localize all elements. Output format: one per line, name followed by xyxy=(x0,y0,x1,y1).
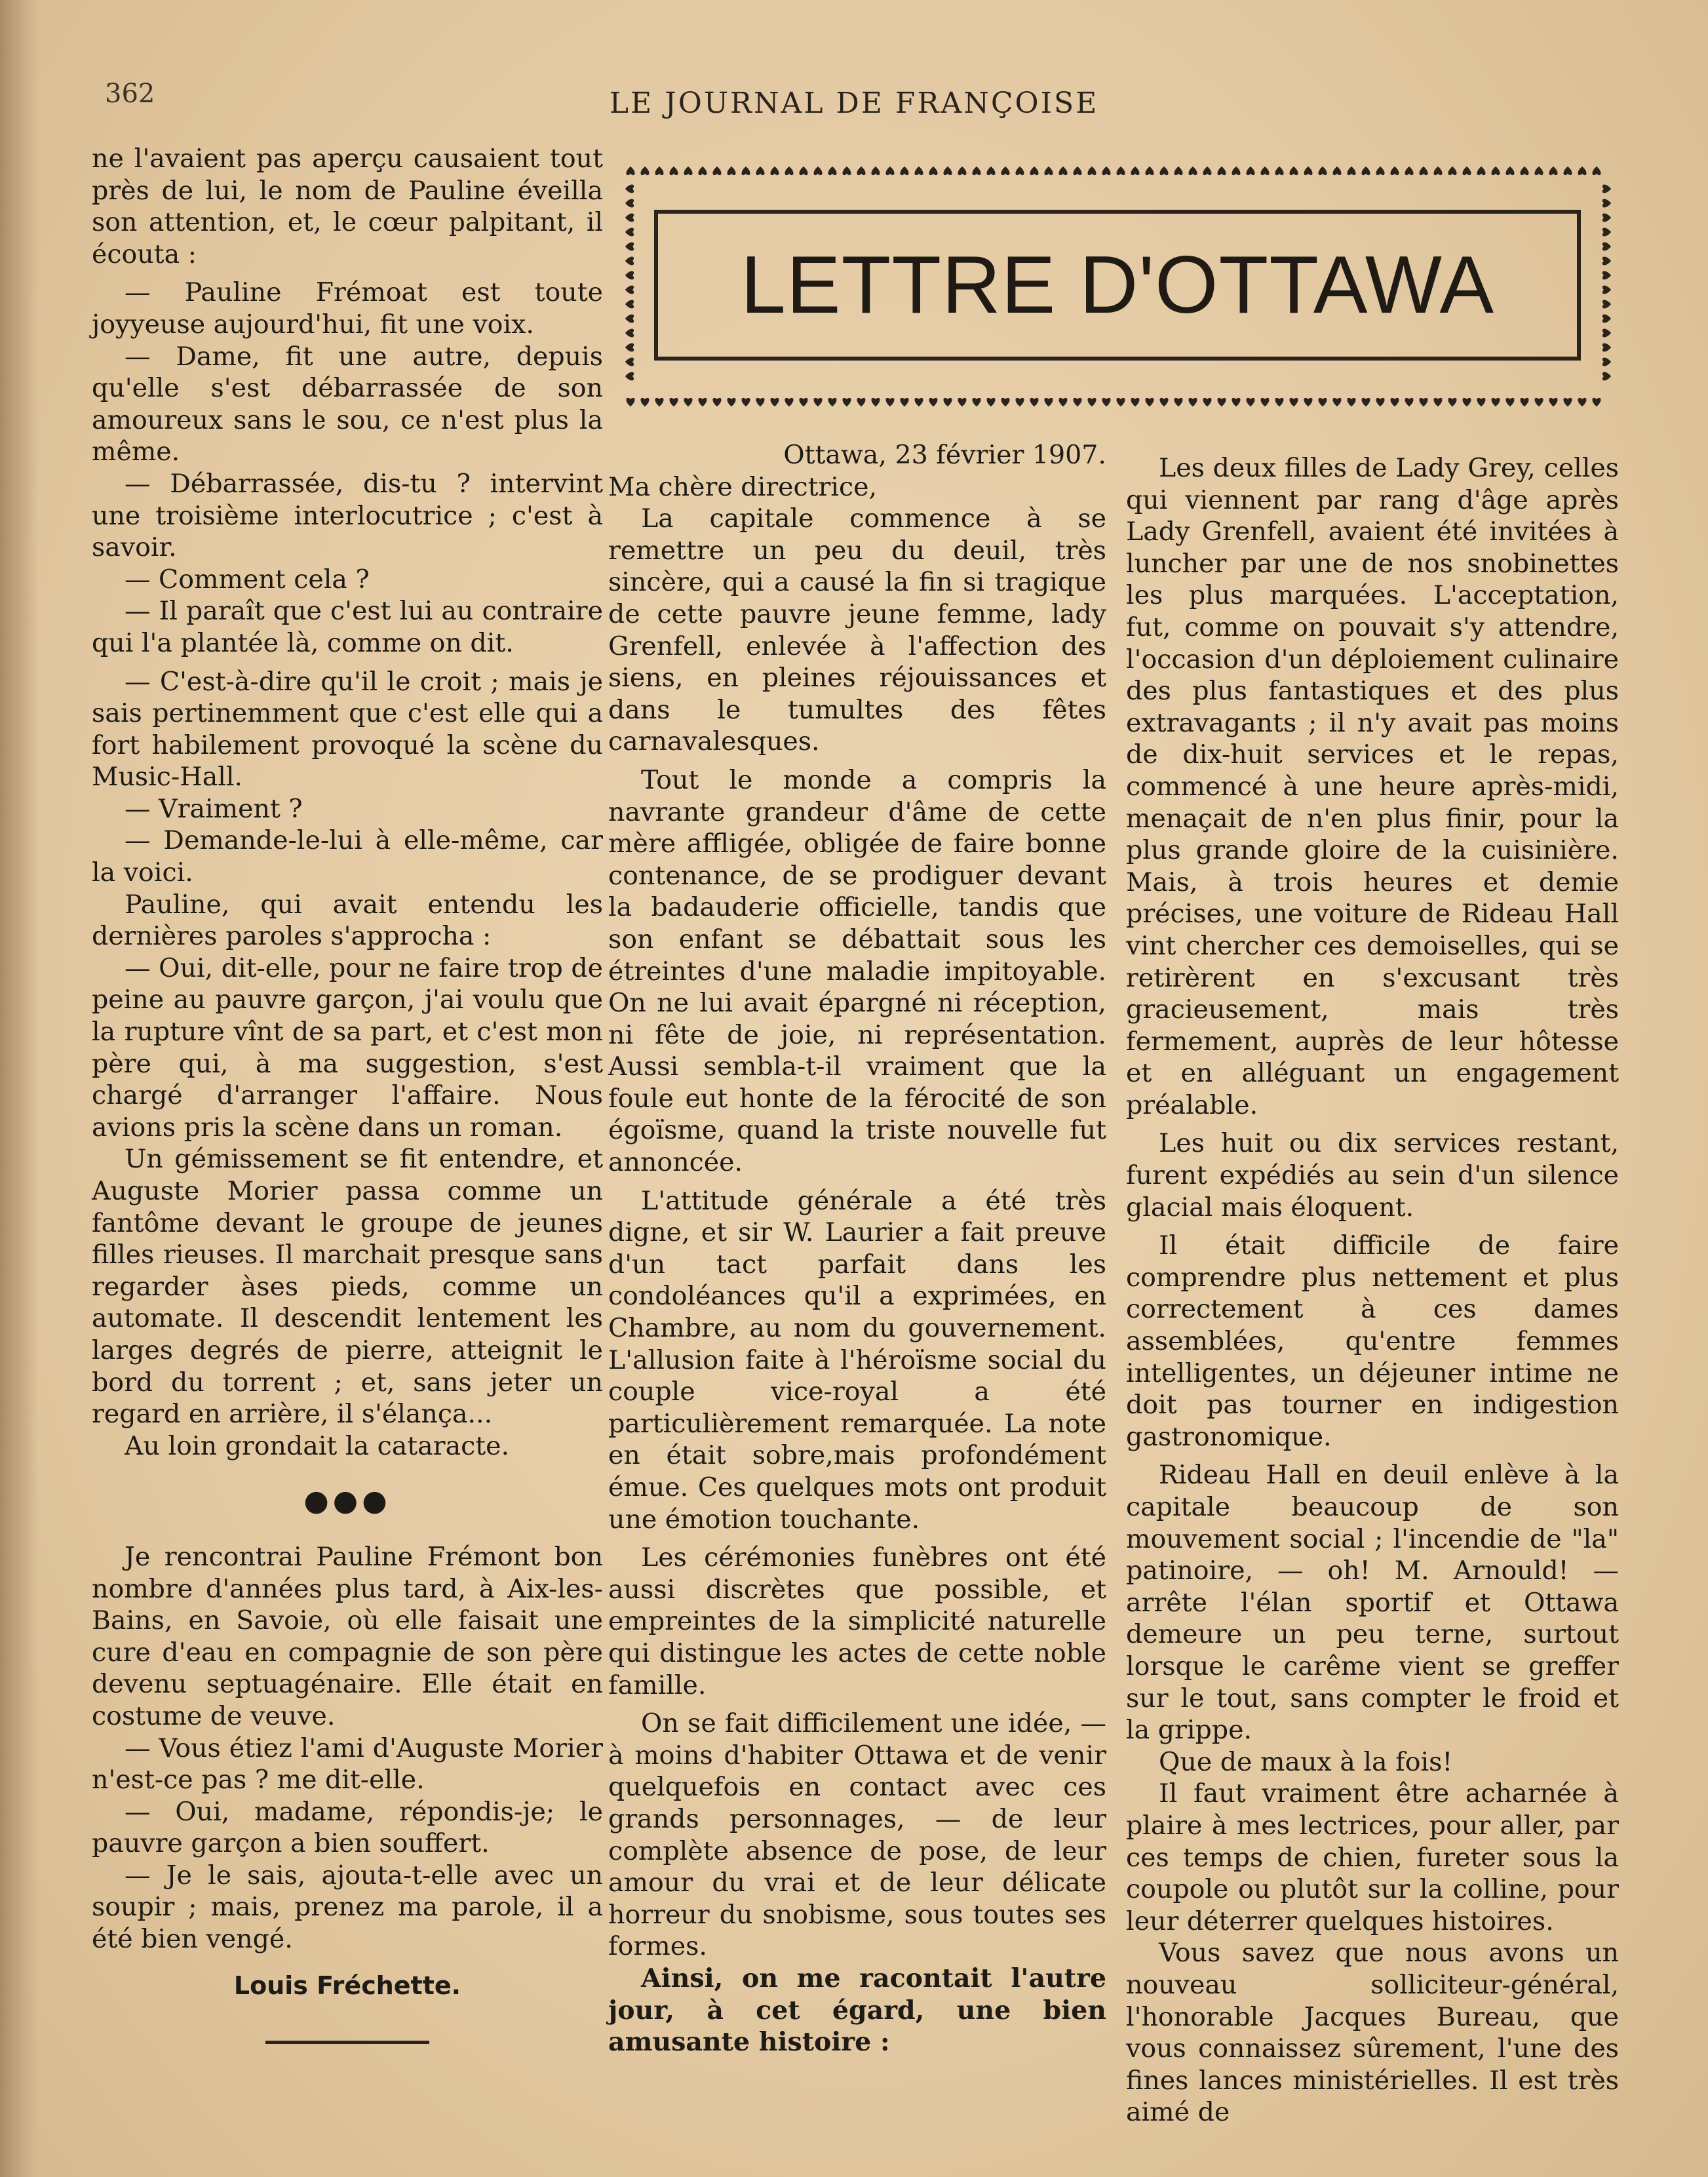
heart-ornament xyxy=(1102,167,1110,175)
heart-ornament xyxy=(1405,398,1413,406)
heart-ornament xyxy=(1602,199,1611,207)
heart-ornament xyxy=(1275,167,1283,175)
heart-ornament xyxy=(1188,167,1197,175)
author-signature: Louis Fréchette. xyxy=(233,1971,461,2000)
heart-ornament xyxy=(1116,167,1125,175)
heart-ornament xyxy=(1246,167,1254,175)
heart-ornament xyxy=(986,398,995,406)
heart-ornament xyxy=(1520,167,1528,175)
heart-ornament xyxy=(1602,271,1611,279)
heart-ornament xyxy=(813,398,822,406)
heart-ornament xyxy=(1602,285,1611,294)
heart-ornament xyxy=(1376,398,1384,406)
paragraph: On se fait difficilement une idée, — à moins d'habiter Ottawa et de venir quelquefois en contact avec ces grands personnages, — de leur complète absence de pose, de leur amour du vrai et de leur délicate horreur du snobisme, sous toutes ses formes. xyxy=(608,1708,1106,1962)
dateline: Ottawa, 23 février 1907. xyxy=(783,440,1106,470)
heart-ornament xyxy=(958,398,966,406)
heart-ornament xyxy=(1318,398,1327,406)
paragraph: — Oui, dit-elle, pour ne faire trop de peine au pauvre garçon, j'ai voulu que la rupture vînt de sa part, et c'est mon père qui, à ma suggestion, s'est chargé d'arranger l'affaire. Nous avions pris la scène dans un roman. xyxy=(92,952,603,1143)
heart-ornament xyxy=(1361,398,1370,406)
heart-ornament xyxy=(972,398,980,406)
heart-ornament xyxy=(640,398,649,406)
heart-ornament xyxy=(1390,167,1399,175)
heart-ornament xyxy=(1602,184,1611,193)
heart-ornament xyxy=(900,398,908,406)
heart-ornament xyxy=(1477,167,1485,175)
heart-ornament xyxy=(1260,167,1269,175)
heart-ornament xyxy=(1549,398,1557,406)
heart-ornament xyxy=(625,300,634,308)
heart-ornament xyxy=(1602,343,1611,351)
heart-ornament xyxy=(1505,167,1514,175)
heart-ornament xyxy=(828,398,836,406)
paragraph: Pauline, qui avait entendu les dernières paroles s'approcha : xyxy=(92,889,603,952)
heart-ornament xyxy=(1289,167,1298,175)
heart-ornament xyxy=(625,372,634,380)
heart-ornament xyxy=(1549,167,1557,175)
paragraph: Ainsi, on me racontait l'autre jour, à cet égard, une bien amusante histoire : xyxy=(608,1963,1106,2058)
story-column-1 xyxy=(92,143,603,2044)
heart-ornament xyxy=(1044,398,1053,406)
heart-ornament xyxy=(741,398,750,406)
paragraph: Les deux filles de Lady Grey, celles qui viennent par rang d'âge après Lady Grenfell, avaient été invitées à luncher par une de nos snobinettes les plus marquées. L'acceptation, fut, comme on pouvait s'y attendre, l'occasion d'un déploiement culinaire des plus fantastiques et des plus extravagants ; il n'y avait pas moins de dix-huit services et le repas, commencé à une heure après-midi, menaçait de n'en plus finir, pour la plus grande gloire de la cuisinière. Mais, à trois heures et demie précises, une voiture de Rideau Hall vint chercher ces demoiselles, qui se retirèrent en s'excusant très gracieusement, mais très fermement, auprès de leur hôtesse et en alléguant un engagement préalable. xyxy=(1126,453,1619,1120)
heart-ornament xyxy=(1462,398,1471,406)
heart-ornament xyxy=(1534,398,1543,406)
heart-ornament xyxy=(1347,167,1355,175)
heart-ornament xyxy=(770,398,779,406)
paragraph: Un gémissement se fit entendre, et Auguste Morier passa comme un fantôme devant le groupe de jeunes filles rieuses. Il marchait presque sans regarder àses pieds, comme un automate. Il descendit lentement les larges degrés de pierre, atteignit le bord du torrent ; et, sans jeter un regard en arrière, il s'élança... xyxy=(92,1144,603,1430)
heart-ornament xyxy=(1116,398,1125,406)
heart-ornament xyxy=(1232,167,1240,175)
heart-ornament xyxy=(1433,398,1442,406)
heart-ornament xyxy=(1131,167,1139,175)
heart-ornament xyxy=(684,398,692,406)
heart-ornament xyxy=(625,242,634,250)
heart-ornament xyxy=(1520,398,1528,406)
paragraph: Les huit ou dix services restant, furent expédiés au sein d'un silence glacial mais éloquent. xyxy=(1126,1128,1619,1223)
heart-ornament xyxy=(1602,227,1611,236)
heart-ornament xyxy=(1602,242,1611,250)
heart-ornament xyxy=(1159,167,1168,175)
heart-ornament xyxy=(885,398,894,406)
heart-ornament xyxy=(1390,398,1399,406)
heart-ornament xyxy=(914,398,923,406)
heart-ornament xyxy=(625,314,634,323)
heart-ornament xyxy=(929,398,937,406)
running-head: LE JOURNAL DE FRANÇOISE xyxy=(609,87,1099,120)
heart-ornament xyxy=(1203,167,1211,175)
heart-ornament xyxy=(1246,398,1254,406)
salutation: Ma chère directrice, xyxy=(608,471,878,502)
heart-ornament xyxy=(625,213,634,222)
heart-ornament xyxy=(929,167,937,175)
article-column-2 xyxy=(1126,452,1619,2128)
heart-ornament xyxy=(799,398,807,406)
heart-ornament xyxy=(1289,398,1298,406)
heart-ornament xyxy=(625,271,634,279)
paragraph: — Pauline Frémoat est toute joyyeuse aujourd'hui, fit une voix. xyxy=(92,277,603,340)
heart-ornament xyxy=(986,167,995,175)
heart-ornament xyxy=(1232,398,1240,406)
heart-ornament xyxy=(625,227,634,236)
binding-gutter xyxy=(0,0,39,2177)
heart-ornament xyxy=(1015,167,1024,175)
paragraph: Je rencontrai Pauline Frémont bon nombre d'années plus tard, à Aix-les-Bains, en Savoie, où elle faisait une cure d'eau en compagnie de son père devenu septuagénaire. Elle était en costume de veuve. xyxy=(92,1541,603,1731)
heart-ornament xyxy=(1376,167,1384,175)
heart-ornament xyxy=(684,167,692,175)
article-title: LETTRE D'OTTAWA xyxy=(740,240,1495,330)
heart-ornament xyxy=(1073,167,1081,175)
heart-ornament xyxy=(1030,398,1038,406)
heart-ornament xyxy=(1602,328,1611,337)
paragraph: — Vous étiez l'ami d'Auguste Morier n'est-ce pas ? me dit-elle. xyxy=(92,1733,603,1795)
heart-ornament xyxy=(626,398,634,406)
heart-ornament xyxy=(900,167,908,175)
heart-ornament xyxy=(1448,398,1456,406)
heart-ornament xyxy=(1145,167,1154,175)
heart-ornament xyxy=(1260,398,1269,406)
heart-ornament xyxy=(1203,398,1211,406)
heart-ornament xyxy=(1217,167,1226,175)
heart-ornament xyxy=(785,398,793,406)
page-number: 362 xyxy=(105,79,155,109)
heart-ornament xyxy=(813,167,822,175)
paragraph: Il faut vraiment être acharnée à plaire à mes lectrices, pour aller, par ces temps de chien, fureter sous la coupole ou plutôt sur la colline, pour leur déterrer quelques histoires. xyxy=(1126,1778,1619,1936)
heart-ornament xyxy=(1087,167,1096,175)
paragraph: — Je le sais, ajouta-t-elle avec un soupir ; mais, prenez ma parole, il a été bien vengé. xyxy=(92,1860,603,1955)
article-column-1 xyxy=(608,439,1106,2058)
heart-ornament xyxy=(1534,167,1543,175)
heart-ornament xyxy=(625,357,634,366)
heart-ornament xyxy=(770,167,779,175)
heart-ornament xyxy=(1044,167,1053,175)
heart-ornament xyxy=(871,398,880,406)
heart-ornament xyxy=(871,167,880,175)
paragraph: — Vraiment ? xyxy=(125,793,303,824)
paragraph: Au loin grondait la cataracte. xyxy=(125,1430,510,1461)
heart-ornament xyxy=(958,167,966,175)
heart-ornament xyxy=(625,343,634,351)
heart-ornament xyxy=(741,167,750,175)
heart-ornament xyxy=(1592,167,1601,175)
heart-ornament xyxy=(655,398,663,406)
heart-ornament xyxy=(1304,398,1312,406)
heart-ornament xyxy=(1030,167,1038,175)
heart-ornament xyxy=(1159,398,1168,406)
heart-ornament xyxy=(1433,167,1442,175)
heart-ornament xyxy=(1602,357,1611,366)
paragraph: La capitale commence à se remettre un peu du deuil, très sincère, qui a causé la fin si tragique de cette pauvre jeune femme, lady Grenfell, enlevée à l'affection des siens, en pleines réjouissances et dans le tumultes des fêtes carnavalesques. xyxy=(608,503,1106,757)
heart-ornament xyxy=(1174,398,1182,406)
paragraph: — Dame, fit une autre, depuis qu'elle s'est débarrassée de son amoureux sans le sou, ce n'est plus la même. xyxy=(92,341,603,467)
title-box xyxy=(654,210,1581,361)
heart-ornament xyxy=(1361,167,1370,175)
paragraph: Que de maux à la fois! xyxy=(1159,1746,1453,1777)
heart-ornament xyxy=(1332,398,1341,406)
heart-ornament xyxy=(842,167,851,175)
heart-ornament xyxy=(1505,398,1514,406)
heart-ornament xyxy=(669,167,678,175)
heart-ornament xyxy=(1347,398,1355,406)
heart-ornament xyxy=(1491,398,1500,406)
heart-ornament xyxy=(1462,167,1471,175)
paragraph: Rideau Hall en deuil enlève à la capitale beaucoup de son mouvement social ; l'incendie de "la" patinoire, — oh! M. Arnould! — arrête l'élan sportif et Ottawa demeure un peu terne, surtout lorsque le carême vient se greffer sur le tout, sans compter le froid et la grippe. xyxy=(1126,1460,1619,1746)
heart-ornament xyxy=(698,167,707,175)
heart-ornament xyxy=(1491,167,1500,175)
heart-ornament xyxy=(828,167,836,175)
heart-ornament xyxy=(1087,398,1096,406)
heart-ornament xyxy=(1058,398,1067,406)
paragraph: — Demande-le-lui à elle-même, car la voici. xyxy=(92,825,603,888)
heart-ornament xyxy=(1058,167,1067,175)
heart-ornament xyxy=(1578,398,1586,406)
heart-ornament xyxy=(1217,398,1226,406)
heart-ornament xyxy=(1188,398,1197,406)
heart-ornament xyxy=(625,256,634,265)
heart-ornament xyxy=(1419,167,1427,175)
heart-ornament xyxy=(1592,398,1601,406)
heart-ornament xyxy=(712,167,721,175)
end-rule xyxy=(265,2041,429,2044)
heart-ornament xyxy=(727,398,735,406)
heart-ornament xyxy=(1304,167,1312,175)
paragraph: — Débarrassée, dis-tu ? intervint une troisième interlocutrice ; c'est à savoir. xyxy=(92,468,603,563)
paragraph: Vous savez que nous avons un nouveau solliciteur-général, l'honorable Jacques Bureau, que vous connaissez sûrement, l'une des fines lances ministérielles. Il est très aimé de xyxy=(1126,1938,1619,2128)
heart-ornament xyxy=(1477,398,1485,406)
heart-ornament xyxy=(727,167,735,175)
heart-ornament xyxy=(972,167,980,175)
paragraph: Les cérémonies funèbres ont été aussi discrètes que possible, et empreintes de la simplicité naturelle qui distingue les actes de cette noble famille. xyxy=(608,1542,1106,1700)
heart-ornament xyxy=(1131,398,1139,406)
paragraph: — Comment cela ? xyxy=(125,564,370,595)
heart-ornament xyxy=(1602,213,1611,222)
heart-ornament xyxy=(712,398,721,406)
heart-ornament xyxy=(857,398,865,406)
heart-ornament xyxy=(698,398,707,406)
heart-ornament xyxy=(1145,398,1154,406)
heart-ornament xyxy=(1563,398,1572,406)
heart-ornament xyxy=(625,328,634,337)
heart-ornament xyxy=(785,167,793,175)
heart-ornament xyxy=(1015,398,1024,406)
heart-ornament xyxy=(1073,398,1081,406)
heart-ornament xyxy=(1602,372,1611,380)
heart-ornament xyxy=(1578,167,1586,175)
heart-ornament xyxy=(943,167,952,175)
paragraph: L'attitude générale a été très digne, et sir W. Laurier a fait preuve d'un tact parfait dans les condoléances qu'il a exprimées, en Chambre, au nom du gouvernement. L'allusion faite à l'héroïsme social du couple vice-royal a été particulièrement remarquée. La note en était sobre,mais profondément émue. Ces quelques mots ont produit une émotion touchante. xyxy=(608,1185,1106,1535)
heart-ornament xyxy=(669,398,678,406)
heart-ornament xyxy=(1174,167,1182,175)
paragraph: — Oui, madame, répondis-je; le pauvre garçon a bien souffert. xyxy=(92,1796,603,1859)
paragraph: — C'est-à-dire qu'il le croit ; mais je sais pertinemment que c'est elle qui a fort habilement provoqué la scène du Music-Hall. xyxy=(92,666,603,793)
article-title-frame xyxy=(620,156,1616,416)
heart-ornament xyxy=(625,199,634,207)
heart-ornament xyxy=(1419,398,1427,406)
paragraph: Tout le monde a compris la navrante grandeur d'âme de cette mère affligée, obligée de faire bonne contenance, de se prodiguer devant la badauderie officielle, tandis que son enfant se débattait sous les étreintes d'une maladie impitoyable. On ne lui avait épargné ni réception, ni fête de joie, ni représentation. Aussi sembla-t-il vraiment que la foule eut honte de la férocité de son égoïsme, quand la triste nouvelle fut annoncée. xyxy=(608,764,1106,1178)
heart-ornament xyxy=(1602,256,1611,265)
heart-ornament xyxy=(1318,167,1327,175)
paragraph: ne l'avaient pas aperçu causaient tout près de lui, le nom de Pauline éveilla son attention, et, le cœur palpitant, il écouta : xyxy=(92,144,603,269)
heart-ornament xyxy=(625,285,634,294)
heart-ornament xyxy=(640,167,649,175)
heart-ornament xyxy=(1332,167,1341,175)
section-separator: ●●● xyxy=(303,1484,391,1518)
heart-ornament xyxy=(1001,167,1009,175)
paragraph: — Il paraît que c'est lui au contraire qui l'a plantée là, comme on dit. xyxy=(92,596,603,658)
heart-ornament xyxy=(914,167,923,175)
heart-ornament xyxy=(1563,167,1572,175)
heart-ornament xyxy=(857,167,865,175)
heart-ornament xyxy=(756,167,764,175)
heart-ornament xyxy=(1602,314,1611,323)
heart-ornament xyxy=(1448,167,1456,175)
heart-ornament xyxy=(655,167,663,175)
heart-ornament xyxy=(1602,300,1611,308)
heart-ornament xyxy=(1102,398,1110,406)
heart-ornament xyxy=(1275,398,1283,406)
heart-ornament xyxy=(943,398,952,406)
heart-ornament xyxy=(799,167,807,175)
heart-ornament xyxy=(756,398,764,406)
heart-ornament xyxy=(626,167,634,175)
heart-ornament xyxy=(625,184,634,193)
heart-ornament xyxy=(885,167,894,175)
heart-ornament xyxy=(1405,167,1413,175)
heart-ornament xyxy=(1001,398,1009,406)
paragraph: Il était difficile de faire comprendre plus nettement et plus correctement à ces dames assemblées, qu'entre femmes intelligentes, un déjeuner intime ne doit pas tourner en indigestion gastronomique. xyxy=(1126,1230,1619,1452)
heart-ornament xyxy=(842,398,851,406)
